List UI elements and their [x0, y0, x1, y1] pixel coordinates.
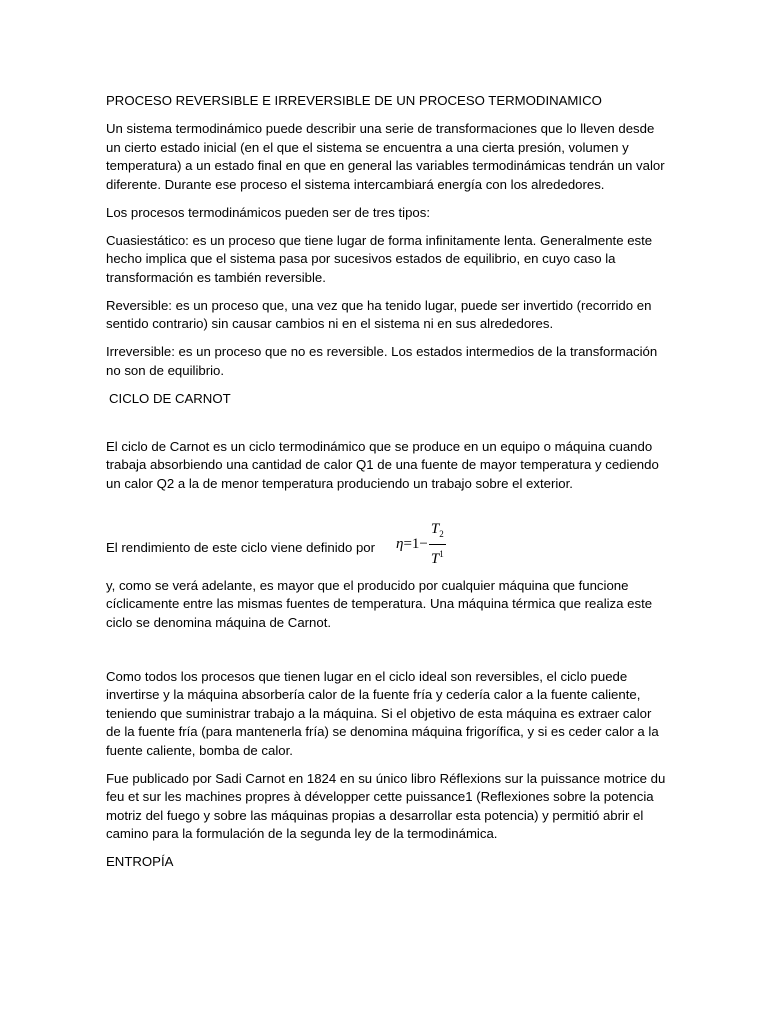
document-page [106, 92, 666, 881]
formula-denominator-sup: 1 [439, 548, 444, 559]
section-heading-carnot: CICLO DE CARNOT [109, 390, 231, 406]
paragraph-carnot-efficiency: y, como se verá adelante, es mayor que el producido por cualquier máquina que funcione cíclicamente entre las mismas fuentes de temperatura. Una máquina térmica que realiza este ciclo se denomina máquina de Carnot. [106, 577, 653, 630]
paragraph-reversible: Reversible: es un proceso que, una vez que ha tenido lugar, puede ser invertido (recorrido en sentido contrario) sin causar cambios ni en el sistema ni en sus alrededores. [106, 297, 652, 331]
formula-denominator-var: T [430, 550, 440, 567]
formula-numerator-var: T [430, 520, 440, 537]
paragraph-types-intro: Los procesos termodinámicos pueden ser de tres tipos: [106, 204, 430, 220]
paragraph-cuasiestatico: Cuasiestático: es un proceso que tiene lugar de forma infinitamente lenta. Generalmente este hecho implica que el sistema pasa por sucesivos estados de equilibrio, en cuyo caso la transformación es también reversible. [106, 232, 653, 285]
blank-line [106, 642, 666, 668]
formula-minus: − [419, 535, 428, 552]
efficiency-text: El rendimiento de este ciclo viene definido por [106, 539, 376, 555]
formula-one: 1 [411, 535, 420, 552]
paragraph-carnot-inverse: Como todos los procesos que tienen lugar en el ciclo ideal son reversibles, el ciclo puede invertirse y la máquina absorbería calor de la fuente fría y cedería calor a la fuente caliente, teniendo que suministrar trabajo a la máquina. Si el objetivo de esta máquina es extraer calor de la fuente fría (para mantenerla fría) se denomina máquina frigorífica, y si es ceder calor a la fuente caliente, bomba de calor. [106, 668, 659, 758]
formula-fraction [429, 521, 446, 568]
paragraph-carnot-definition: El ciclo de Carnot es un ciclo termodinámico que se produce en un equipo o máquina cuando trabaja absorbiendo una cantidad de calor Q1 de una fuente de mayor temperatura y cediendo un calor Q2 a la de menor temperatura produciendo un trabajo sobre el exterior. [106, 438, 659, 491]
efficiency-formula [396, 521, 446, 568]
blank-line [106, 418, 666, 438]
document-title: PROCESO REVERSIBLE E IRREVERSIBLE DE UN PROCESO TERMODINAMICO [106, 93, 602, 108]
section-heading-entropia: ENTROPÍA [106, 854, 174, 869]
paragraph-carnot-history: Fue publicado por Sadi Carnot en 1824 en su único libro Réflexions sur la puissance motrice du feu et sur les machines propres à développer cette puissance1 (Reflexiones sobre la potencia motriz del fuego y sobre las máquinas propias a desarrollar esta potencia) y permitió abrir el camino para la formulación de la segunda ley de la termodinámica. [106, 770, 666, 841]
formula-equals: = [403, 535, 412, 552]
paragraph-irreversible: Irreversible: es un proceso que no es reversible. Los estados intermedios de la transformación no son de equilibrio. [106, 344, 658, 378]
paragraph-intro: Un sistema termodinámico puede describir una serie de transformaciones que lo lleven desde un cierto estado inicial (en el que el sistema se encuentra a una cierta presión, volumen y temperatura) a un estado final en que en general las variables termodinámicas tendrán un valor diferente. Durante ese proceso el sistema intercambiará energía con los alrededores. [106, 121, 665, 192]
efficiency-row [106, 520, 666, 567]
formula-denominator [429, 545, 446, 568]
formula-numerator-sub: 2 [439, 528, 444, 539]
blank-line [106, 503, 666, 529]
formula-eta: η [396, 535, 404, 552]
formula-numerator [429, 521, 446, 545]
